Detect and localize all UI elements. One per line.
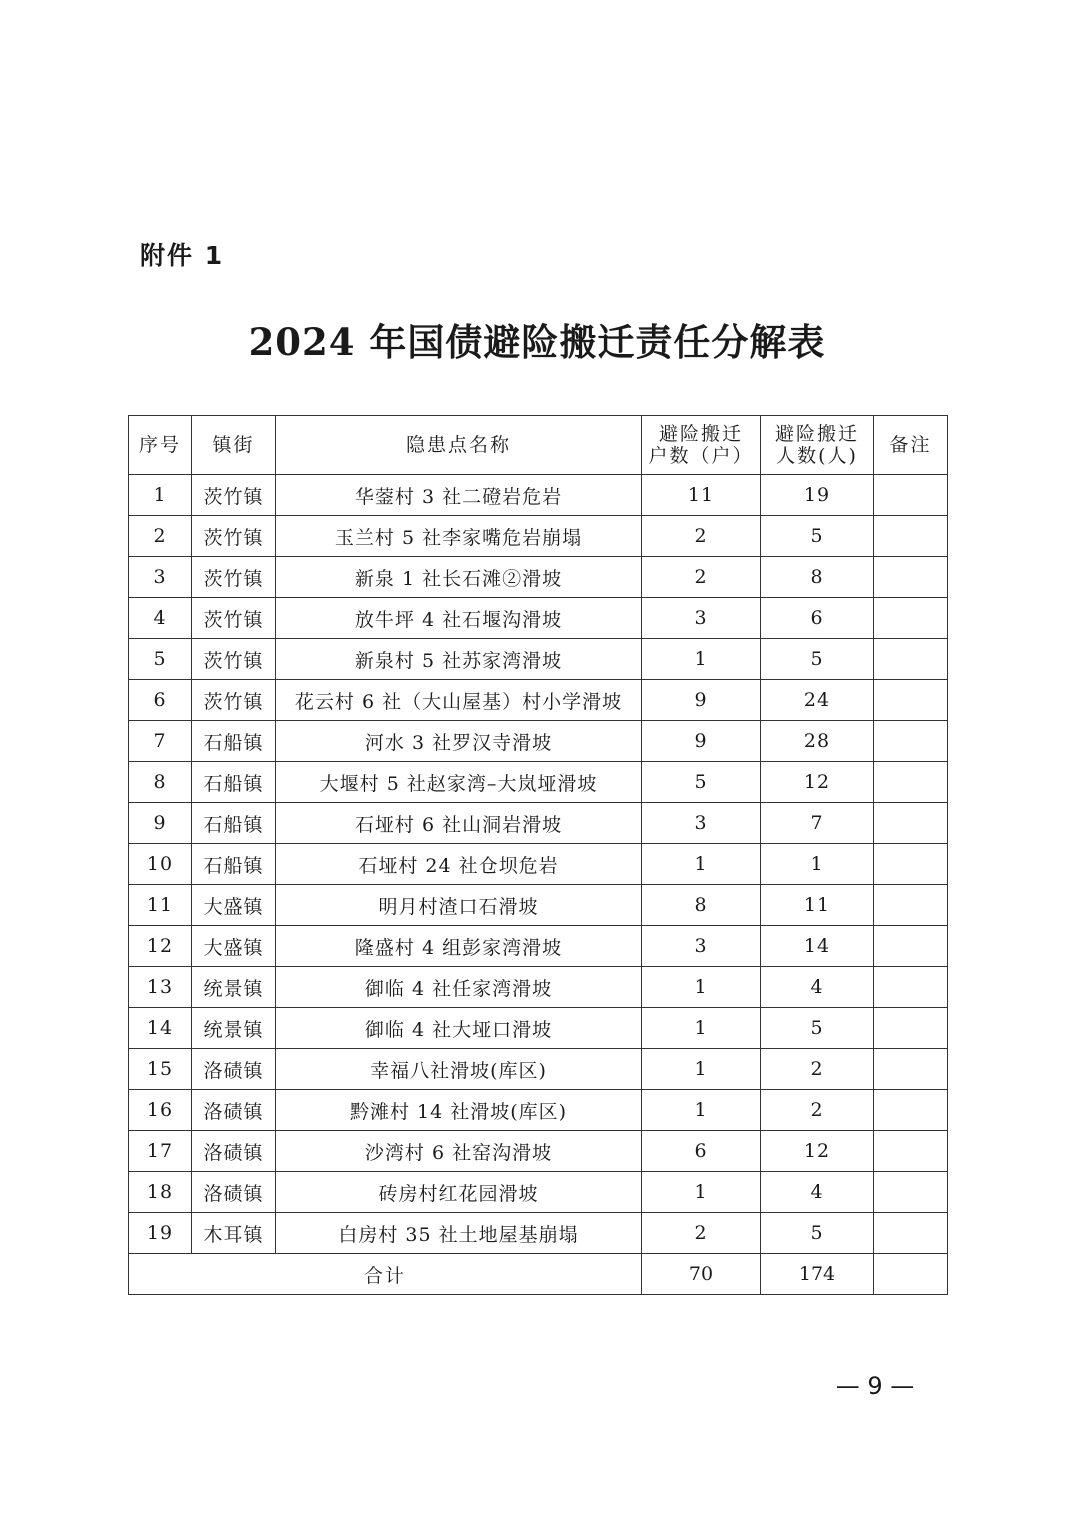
cell-site: 玉兰村 5 社李家嘴危岩崩塌 (276, 516, 642, 557)
cell-town: 石船镇 (192, 844, 276, 885)
cell-seq: 9 (129, 803, 192, 844)
cell-seq: 18 (129, 1172, 192, 1213)
cell-households: 2 (642, 516, 761, 557)
cell-seq: 8 (129, 762, 192, 803)
attachment-label: 附件 1 (140, 241, 225, 270)
cell-town: 木耳镇 (192, 1213, 276, 1254)
cell-site: 石垭村 24 社仓坝危岩 (276, 844, 642, 885)
header-households (642, 416, 761, 475)
cell-town: 茨竹镇 (192, 557, 276, 598)
cell-site: 石垭村 6 社山洞岩滑坡 (276, 803, 642, 844)
cell-people: 2 (761, 1049, 874, 1090)
table-row (129, 967, 948, 1008)
table-row (129, 639, 948, 680)
cell-households: 1 (642, 1090, 761, 1131)
total-row (129, 1254, 948, 1295)
cell-remarks (874, 721, 948, 762)
header-households-line2: 户数（户） (648, 445, 754, 467)
table-row (129, 1008, 948, 1049)
cell-town: 茨竹镇 (192, 639, 276, 680)
cell-seq: 12 (129, 926, 192, 967)
cell-town: 洛碛镇 (192, 1172, 276, 1213)
total-label: 合计 (129, 1254, 642, 1295)
cell-people: 5 (761, 639, 874, 680)
cell-people: 19 (761, 475, 874, 516)
cell-remarks (874, 639, 948, 680)
cell-town: 石船镇 (192, 721, 276, 762)
cell-households: 3 (642, 803, 761, 844)
cell-people: 2 (761, 1090, 874, 1131)
cell-seq: 7 (129, 721, 192, 762)
total-remarks (874, 1254, 948, 1295)
table-row (129, 516, 948, 557)
cell-households: 11 (642, 475, 761, 516)
cell-remarks (874, 762, 948, 803)
cell-people: 7 (761, 803, 874, 844)
table-row (129, 598, 948, 639)
cell-town: 洛碛镇 (192, 1049, 276, 1090)
cell-site: 幸福八社滑坡(库区) (276, 1049, 642, 1090)
cell-town: 大盛镇 (192, 926, 276, 967)
cell-people: 12 (761, 1131, 874, 1172)
table-row (129, 803, 948, 844)
cell-town: 石船镇 (192, 762, 276, 803)
header-site: 隐患点名称 (276, 416, 642, 475)
cell-people: 5 (761, 1213, 874, 1254)
cell-site: 新泉 1 社长石滩②滑坡 (276, 557, 642, 598)
page-number: — 9 — (835, 1372, 915, 1400)
cell-remarks (874, 885, 948, 926)
total-households: 70 (642, 1254, 761, 1295)
cell-remarks (874, 516, 948, 557)
cell-site: 大堰村 5 社赵家湾–大岚垭滑坡 (276, 762, 642, 803)
cell-remarks (874, 1090, 948, 1131)
cell-seq: 16 (129, 1090, 192, 1131)
table-row (129, 844, 948, 885)
cell-seq: 10 (129, 844, 192, 885)
cell-people: 5 (761, 516, 874, 557)
cell-seq: 6 (129, 680, 192, 721)
cell-people: 5 (761, 1008, 874, 1049)
header-town: 镇街 (192, 416, 276, 475)
responsibility-table (128, 415, 948, 1295)
cell-households: 1 (642, 1008, 761, 1049)
cell-site: 沙湾村 6 社窑沟滑坡 (276, 1131, 642, 1172)
cell-households: 8 (642, 885, 761, 926)
cell-site: 明月村渣口石滑坡 (276, 885, 642, 926)
cell-town: 大盛镇 (192, 885, 276, 926)
cell-site: 御临 4 社大垭口滑坡 (276, 1008, 642, 1049)
cell-remarks (874, 557, 948, 598)
cell-people: 12 (761, 762, 874, 803)
table-row (129, 557, 948, 598)
cell-seq: 13 (129, 967, 192, 1008)
cell-households: 2 (642, 1213, 761, 1254)
total-people: 174 (761, 1254, 874, 1295)
cell-seq: 1 (129, 475, 192, 516)
table-row (129, 1090, 948, 1131)
cell-seq: 11 (129, 885, 192, 926)
cell-people: 14 (761, 926, 874, 967)
cell-site: 隆盛村 4 组彭家湾滑坡 (276, 926, 642, 967)
cell-site: 新泉村 5 社苏家湾滑坡 (276, 639, 642, 680)
cell-seq: 2 (129, 516, 192, 557)
cell-seq: 17 (129, 1131, 192, 1172)
cell-seq: 3 (129, 557, 192, 598)
cell-site: 砖房村红花园滑坡 (276, 1172, 642, 1213)
cell-remarks (874, 1131, 948, 1172)
cell-households: 1 (642, 1172, 761, 1213)
cell-people: 11 (761, 885, 874, 926)
table-row (129, 1049, 948, 1090)
table-row (129, 475, 948, 516)
cell-households: 6 (642, 1131, 761, 1172)
cell-town: 石船镇 (192, 803, 276, 844)
cell-remarks (874, 1213, 948, 1254)
cell-remarks (874, 1008, 948, 1049)
cell-town: 茨竹镇 (192, 680, 276, 721)
header-people-line2: 人数(人) (776, 445, 858, 467)
header-people-line1: 避险搬迁 (774, 423, 859, 445)
table-row (129, 680, 948, 721)
cell-seq: 14 (129, 1008, 192, 1049)
cell-seq: 5 (129, 639, 192, 680)
cell-site: 华蓥村 3 社二磴岩危岩 (276, 475, 642, 516)
header-households-line1: 避险搬迁 (658, 423, 743, 445)
header-seq: 序号 (129, 416, 192, 475)
cell-seq: 15 (129, 1049, 192, 1090)
cell-town: 茨竹镇 (192, 598, 276, 639)
cell-people: 6 (761, 598, 874, 639)
cell-remarks (874, 1172, 948, 1213)
cell-town: 洛碛镇 (192, 1090, 276, 1131)
document-title: 2024 年国债避险搬迁责任分解表 (248, 320, 826, 364)
cell-people: 28 (761, 721, 874, 762)
cell-people: 8 (761, 557, 874, 598)
cell-site: 河水 3 社罗汉寺滑坡 (276, 721, 642, 762)
table-row (129, 762, 948, 803)
cell-households: 5 (642, 762, 761, 803)
header-people (761, 416, 874, 475)
cell-people: 4 (761, 967, 874, 1008)
cell-remarks (874, 1049, 948, 1090)
cell-remarks (874, 844, 948, 885)
cell-remarks (874, 475, 948, 516)
cell-town: 统景镇 (192, 967, 276, 1008)
cell-remarks (874, 680, 948, 721)
table-body (129, 475, 948, 1254)
cell-seq: 4 (129, 598, 192, 639)
cell-site: 花云村 6 社（大山屋基）村小学滑坡 (276, 680, 642, 721)
table-row (129, 926, 948, 967)
cell-site: 黔滩村 14 社滑坡(库区) (276, 1090, 642, 1131)
cell-households: 9 (642, 721, 761, 762)
cell-seq: 19 (129, 1213, 192, 1254)
table-row (129, 1172, 948, 1213)
cell-remarks (874, 926, 948, 967)
table-row (129, 721, 948, 762)
cell-households: 3 (642, 598, 761, 639)
cell-town: 茨竹镇 (192, 516, 276, 557)
cell-people: 24 (761, 680, 874, 721)
table-row (129, 885, 948, 926)
cell-site: 御临 4 社任家湾滑坡 (276, 967, 642, 1008)
header-remarks: 备注 (874, 416, 948, 475)
cell-households: 2 (642, 557, 761, 598)
cell-site: 白房村 35 社土地屋基崩塌 (276, 1213, 642, 1254)
cell-people: 4 (761, 1172, 874, 1213)
cell-town: 统景镇 (192, 1008, 276, 1049)
cell-remarks (874, 803, 948, 844)
cell-households: 1 (642, 844, 761, 885)
cell-households: 1 (642, 1049, 761, 1090)
cell-town: 茨竹镇 (192, 475, 276, 516)
table-row (129, 1213, 948, 1254)
cell-households: 1 (642, 639, 761, 680)
cell-households: 9 (642, 680, 761, 721)
table-row (129, 1131, 948, 1172)
cell-remarks (874, 598, 948, 639)
cell-people: 1 (761, 844, 874, 885)
table-header-row (129, 416, 948, 475)
cell-town: 洛碛镇 (192, 1131, 276, 1172)
cell-households: 1 (642, 967, 761, 1008)
cell-households: 3 (642, 926, 761, 967)
cell-remarks (874, 967, 948, 1008)
cell-site: 放牛坪 4 社石堰沟滑坡 (276, 598, 642, 639)
